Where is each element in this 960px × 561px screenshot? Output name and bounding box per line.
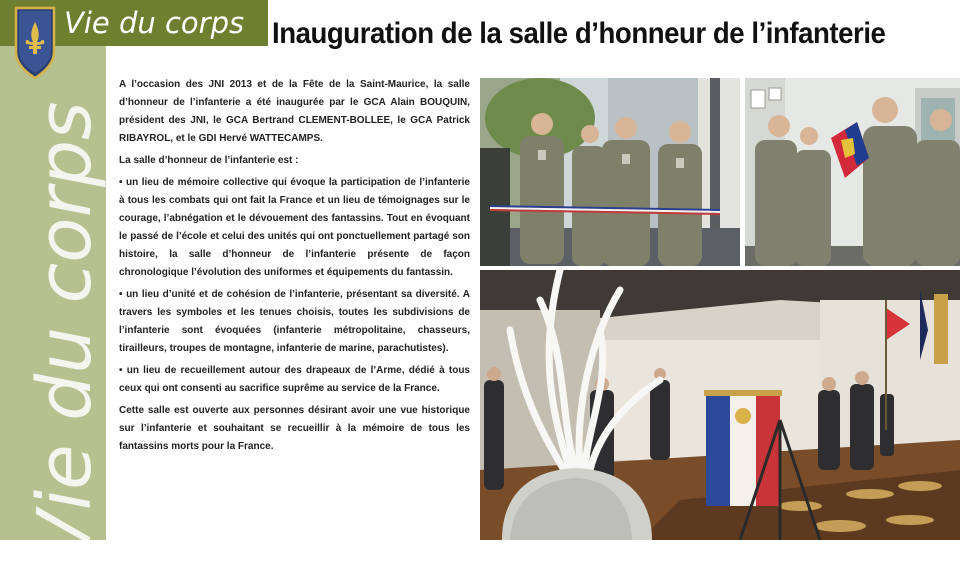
infantry-insignia-icon — [12, 4, 58, 84]
bullet-recollection: • un lieu de recueillement autour des drapeaux de l’Arme, dédié à tous ceux qui ont consenti au sacrifice suprême au service de la France. — [119, 365, 470, 394]
closing-paragraph: Cette salle est ouverte aux personnes désirant avoir une vue historique sur l’infanterie et souhaitant se recueillir à la mémoire de tous les fantassins morts pour la France. — [119, 405, 470, 452]
article-body — [119, 76, 470, 460]
lead-paragraph: La salle d’honneur de l’infanterie est : — [119, 155, 299, 166]
section-label: Vie du corps — [64, 6, 245, 40]
photo-plaque-unveiling — [745, 78, 960, 266]
photo-ribbon-cutting — [480, 78, 740, 266]
photo-honor-hall — [480, 270, 960, 540]
bullet-unity: • un lieu d’unité et de cohésion de l’infanterie, présentant sa diversité. A travers les symboles et les tenues choisis, toutes les subdivisions de l’infanterie sont évoquées (infanterie métropolitaine, chasseurs, tirailleurs, troupes de montagne, infanterie de marine, parachutistes). — [119, 289, 470, 354]
side-label: Vie du corps — [22, 101, 108, 561]
page-title: Inauguration de la salle d’honneur de l’infanterie — [272, 17, 886, 50]
intro-paragraph: A l’occasion des JNI 2013 et de la Fête de la Saint-Maurice, la salle d’honneur de l’infanterie a été inaugurée par le GCA Alain BOUQUIN, président des JNI, le GCA Bertrand CLEMENT-BOLLEE, le GCA Patrick RIBAYROL, et le GDI Hervé WATTECAMPS. — [119, 79, 470, 144]
bullet-memory: • un lieu de mémoire collective qui évoque la participation de l’infanterie à tous les combats qui ont fait la France et un lieu de témoignages sur le courage, l’abnégation et le dévouement des fantassins. Tout en évoquant le passé de l’école et celui des unités qui ont ponctuellement partagé son histoire, la salle d’honneur de l’infanterie présente de façon chronologique l’évolution des uniformes et équipements du fantassin. — [119, 177, 470, 278]
side-band — [0, 46, 108, 561]
